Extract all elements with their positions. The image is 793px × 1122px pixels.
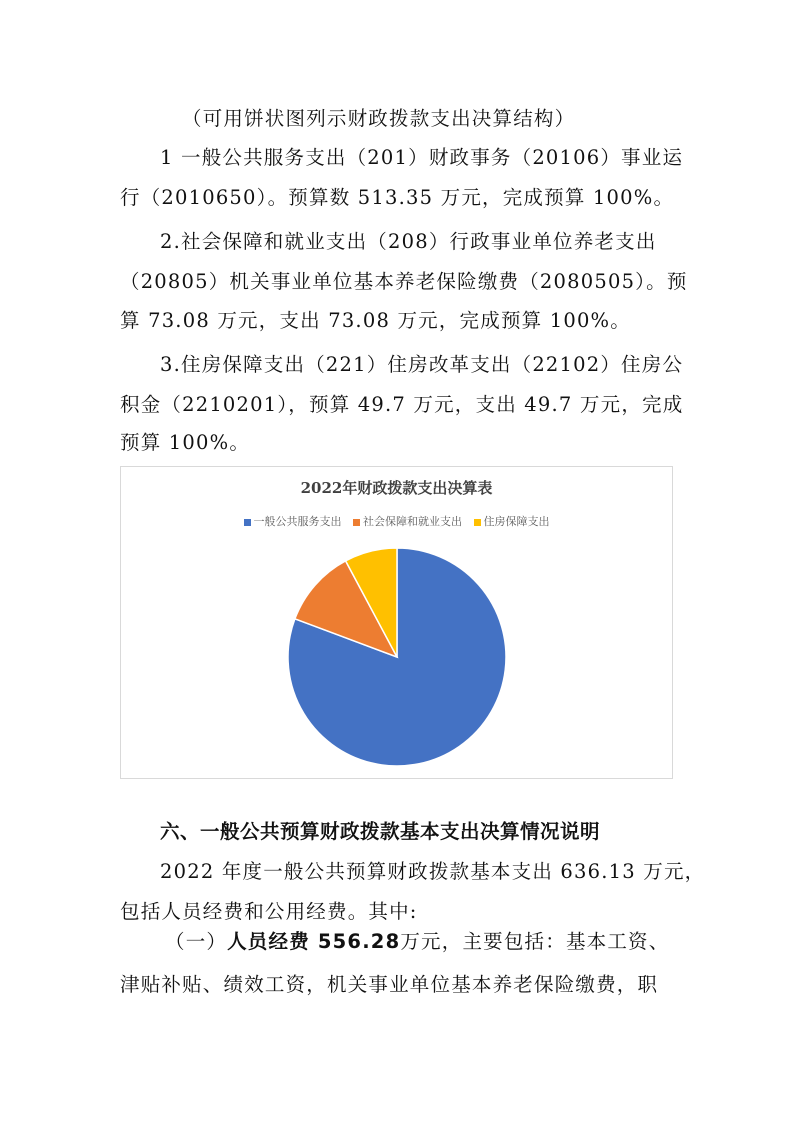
para2-bold: 人员经费 556.28 <box>227 930 401 953</box>
section-heading: 六、一般公共预算财政拨款基本支出决算情况说明 <box>160 820 601 843</box>
body-line-3: 行（2010650）。预算数 513.35 万元，完成预算 100%。 <box>120 186 675 209</box>
body-line-4: 2.社会保障和就业支出（208）行政事业单位养老支出 <box>160 230 657 253</box>
body-line-5: （20805）机关事业单位基本养老保险缴费（2080505）。预 <box>120 270 688 293</box>
pie-svg <box>121 467 674 780</box>
chart-title: 2022年财政拨款支出决算表 <box>300 479 493 497</box>
pie-chart <box>120 466 673 779</box>
para2-rest: 万元，主要包括：基本工资、 <box>400 930 670 953</box>
body-line-1: （可用饼状图列示财政拨款支出决算结构） <box>182 107 576 130</box>
para2-line1 <box>165 928 725 956</box>
para1-line2: 包括人员经费和公用经费。其中: <box>120 900 418 923</box>
legend-label-housing: 住房保障支出 <box>483 515 550 528</box>
legend-label-social: 社会保障和就业支出 <box>363 515 462 528</box>
para2-prefix: （一） <box>165 930 228 953</box>
body-line-2: 1 一般公共服务支出（201）财政事务（20106）事业运 <box>160 146 684 169</box>
para2-line2: 津贴补贴、绩效工资，机关事业单位基本养老保险缴费，职 <box>120 973 659 996</box>
body-line-9: 预算 100%。 <box>120 431 251 454</box>
legend-label-general: 一般公共服务支出 <box>253 515 342 528</box>
para1-line1: 2022 年度一般公共预算财政拨款基本支出 636.13 万元， <box>160 860 706 883</box>
body-line-8: 积金（2210201），预算 49.7 万元，支出 49.7 万元，完成 <box>120 393 684 416</box>
body-line-6: 算 73.08 万元，支出 73.08 万元，完成预算 100%。 <box>120 309 631 332</box>
body-line-7: 3.住房保障支出（221）住房改革支出（22102）住房公 <box>160 353 684 376</box>
